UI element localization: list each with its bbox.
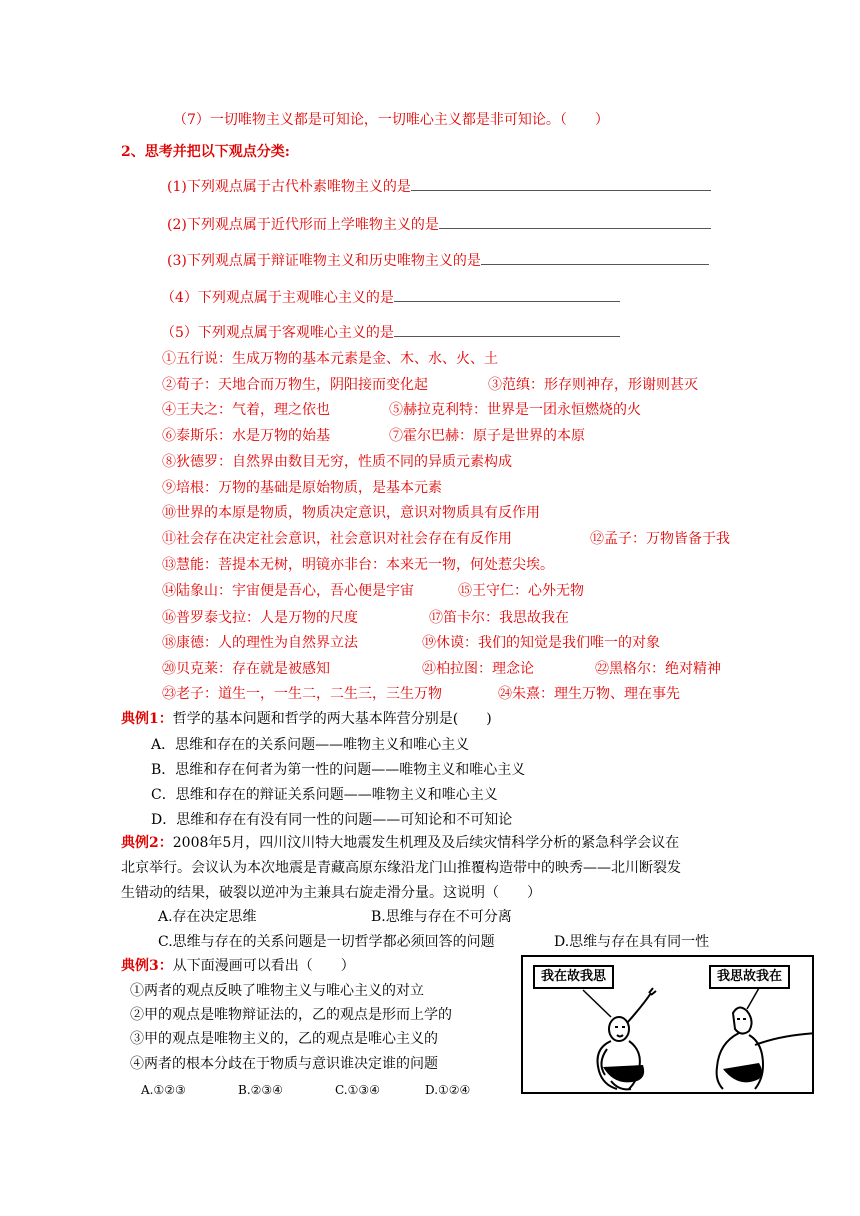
answer-blank[interactable] (439, 214, 711, 229)
view-8: ⑧狄德罗：自然界由数目无穷，性质不同的异质元素构成 (162, 454, 512, 470)
question-1-text: (1)下列观点属于古代朴素唯物主义的是 (167, 179, 411, 195)
view-12: ⑫孟子：万物皆备于我 (590, 531, 730, 547)
example-1-stem (121, 709, 492, 729)
answer-blank[interactable] (481, 250, 709, 265)
example-3-item-4: ④两者的根本分歧在于物质与意识谁决定谁的问题 (130, 1056, 438, 1072)
view-20: ⑳贝克莱：存在就是被感知 (162, 661, 330, 677)
example-3-item-2: ②甲的观点是唯物辩证法的，乙的观点是形而上学的 (130, 1007, 452, 1023)
example-2-line-2: 北京举行。会议认为本次地震是青藏高原东缘沿龙门山推覆构造带中的映秀——北川断裂发 (121, 860, 681, 876)
example-1-option-c: C．思维和存在的辩证关系问题——唯物主义和唯心主义 (151, 787, 498, 803)
view-18: ⑱康德：人的理性为自然界立法 (162, 635, 358, 651)
answer-blank[interactable] (394, 287, 620, 302)
example-3-question: 从下面漫画可以看出（ ） (172, 958, 355, 974)
example-3-choice-a: A.①②③ (141, 1083, 186, 1097)
view-2: ②荀子：天地合而万物生，阴阳接而变化起 (162, 377, 428, 393)
view-11: ⑪社会存在决定社会意识，社会意识对社会存在有反作用 (162, 531, 512, 547)
view-7: ⑦霍尔巴赫：原子是世界的本原 (389, 428, 585, 444)
question-2 (167, 214, 711, 235)
example-1-question: 哲学的基本问题和哲学的两大基本阵营分别是( ) (172, 711, 492, 727)
view-4: ④王夫之：气着，理之依也 (162, 402, 330, 418)
view-15: ⑮王守仁：心外无物 (458, 583, 584, 599)
view-5: ⑤赫拉克利特：世界是一团永恒燃烧的火 (389, 402, 641, 418)
view-13: ⑬慧能：菩提本无树，明镜亦非台：本来无一物，何处惹尖埃。 (162, 557, 554, 573)
question-5-text: （5）下列观点属于客观唯心主义的是 (161, 325, 394, 341)
view-1: ①五行说：生成万物的基本元素是金、木、水、火、土 (162, 351, 498, 367)
example-3-stem (121, 956, 355, 976)
section-2-title: 2、思考并把以下观点分类: (121, 144, 290, 160)
example-2-option-d: D.思维与存在具有同一性 (554, 934, 710, 950)
view-9: ⑨培根：万物的基础是原始物质，是基本元素 (162, 480, 442, 496)
answer-blank[interactable] (394, 322, 620, 337)
example-3-choice-d: D.①②④ (425, 1083, 471, 1097)
example-2-option-a: A.存在决定思维 (158, 909, 257, 925)
example-3-choice-c: C.①③④ (335, 1083, 380, 1097)
comic-drawing (523, 957, 812, 1092)
example-3-choice-b: B.②③④ (238, 1083, 283, 1097)
question-1 (167, 176, 711, 197)
question-4 (161, 287, 620, 308)
view-3: ③范缜：形存则神存，形谢则甚灭 (488, 377, 698, 393)
view-14: ⑭陆象山：宇宙便是吾心，吾心便是宇宙 (162, 583, 414, 599)
question-3-text: (3)下列观点属于辩证唯物主义和历史唯物主义的是 (167, 253, 481, 269)
view-10: ⑩世界的本原是物质，物质决定意识，意识对物质具有反作用 (162, 505, 540, 521)
comic-illustration (521, 955, 814, 1094)
example-2-option-b: B.思维与存在不可分离 (371, 909, 512, 925)
view-21: ㉑柏拉图：理念论 (422, 661, 534, 677)
question-4-text: （4）下列观点属于主观唯心主义的是 (161, 290, 394, 306)
item-7: （7）一切唯物主义都是可知论，一切唯心主义都是非可知论。（ ） (173, 112, 609, 128)
view-23: ㉓老子：道生一，一生二，二生三，三生万物 (162, 686, 442, 702)
example-2-line-3: 生错动的结果，破裂以逆冲为主兼具右旋走滑分量。这说明（ ） (121, 885, 541, 901)
view-17: ⑰笛卡尔：我思故我在 (429, 610, 569, 626)
example-1-option-a: A．思维和存在的关系问题——唯物主义和唯心主义 (151, 737, 470, 753)
example-1-label: 典例1： (121, 711, 173, 727)
view-16: ⑯普罗泰戈拉：人是万物的尺度 (162, 610, 358, 626)
view-24: ㉔朱熹：理生万物、理在事先 (498, 686, 680, 702)
question-3 (167, 250, 709, 271)
view-19: ⑲休谟：我们的知觉是我们唯一的对象 (422, 635, 660, 651)
example-2-option-c: C.思维与存在的关系问题是一切哲学都必须回答的问题 (158, 934, 495, 950)
example-2-label: 典例2： (121, 835, 173, 851)
example-2-line-1 (121, 833, 679, 853)
example-3-item-3: ③甲的观点是唯物主义的，乙的观点是唯心主义的 (130, 1031, 438, 1047)
speech-bubble-right: 我思故我在 (709, 965, 790, 989)
question-5 (161, 322, 620, 343)
example-1-option-d: D．思维和存在有没有同一性的问题——可知论和不可知论 (151, 812, 513, 828)
example-1-option-b: B．思维和存在何者为第一性的问题——唯物主义和唯心主义 (151, 762, 526, 778)
answer-blank[interactable] (411, 176, 711, 191)
example-2-text: 2008年5月，四川汶川特大地震发生机理及及后续灾情科学分析的紧急科学会议在 (172, 835, 680, 851)
speech-bubble-left: 我在故我思 (533, 965, 614, 989)
view-22: ㉒黑格尔：绝对精神 (595, 661, 721, 677)
example-3-item-1: ①两者的观点反映了唯物主义与唯心主义的对立 (130, 983, 424, 999)
view-6: ⑥泰斯乐：水是万物的始基 (162, 428, 330, 444)
example-3-label: 典例3： (121, 958, 173, 974)
question-2-text: (2)下列观点属于近代形而上学唯物主义的是 (167, 217, 439, 233)
